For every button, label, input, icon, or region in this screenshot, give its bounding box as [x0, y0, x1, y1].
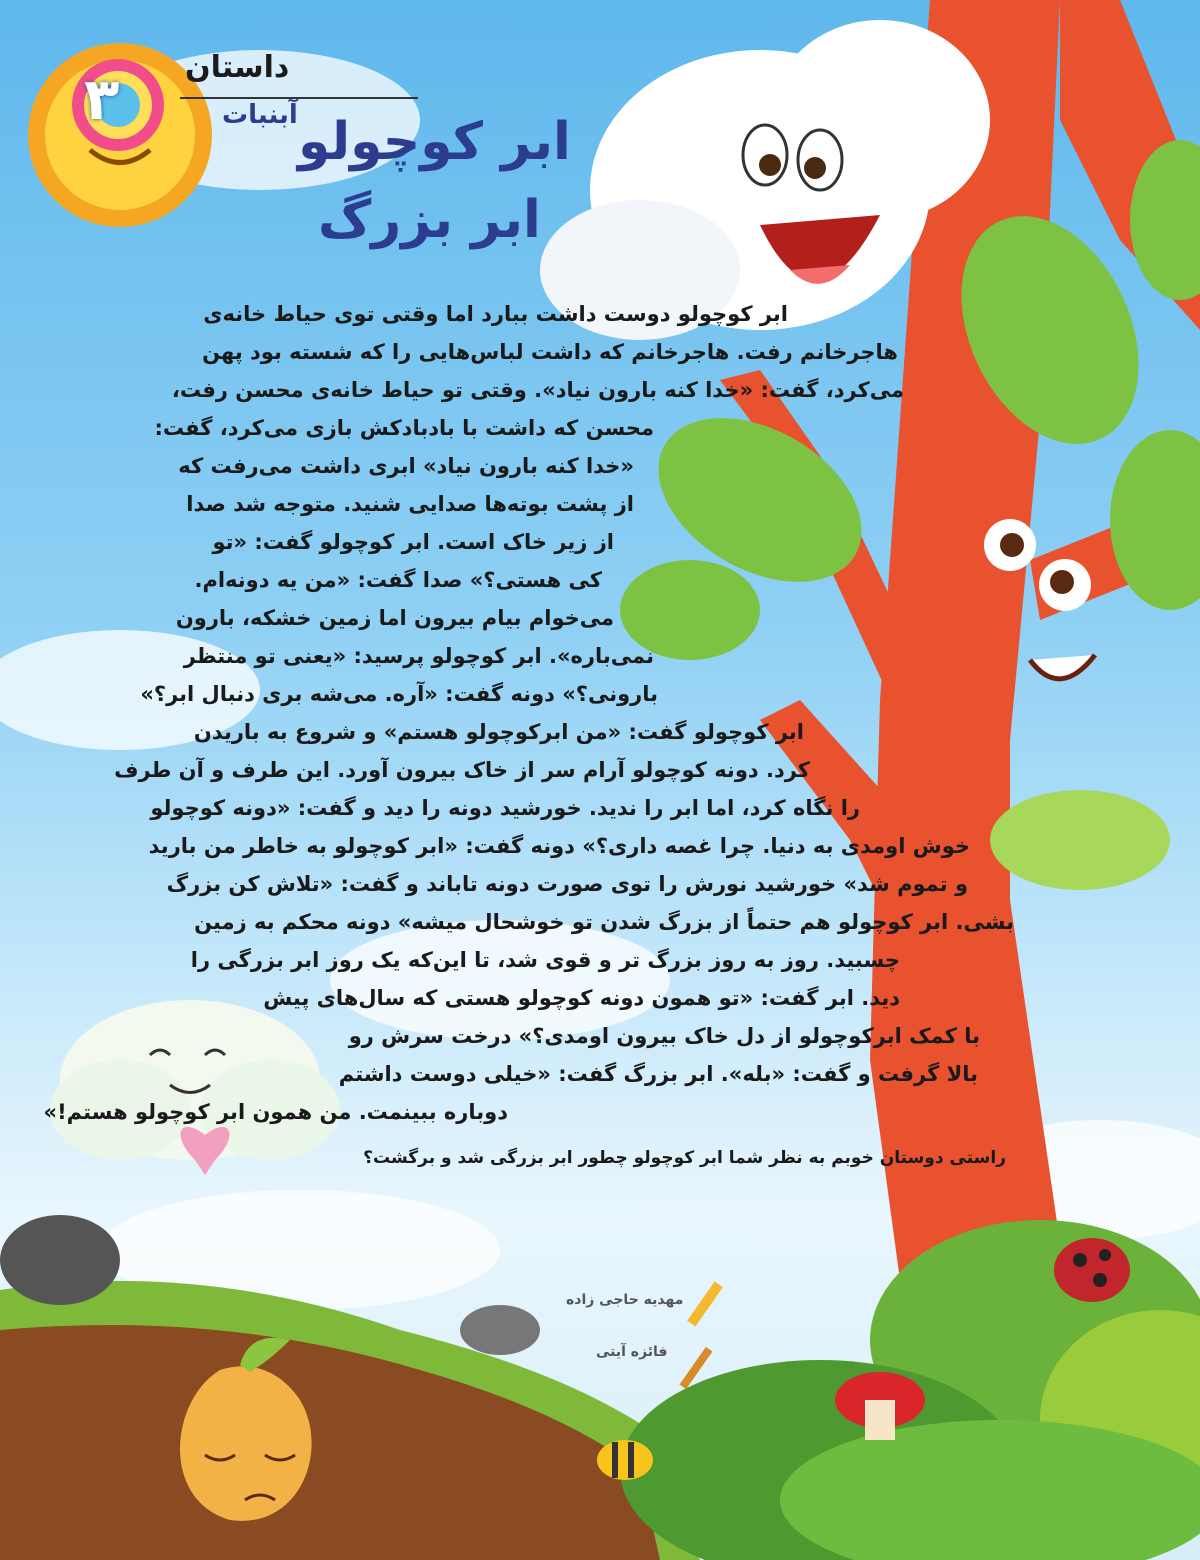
story-line: کرد. دونه کوچولو آرام سر از خاک بیرون آورد. این طرف و آن طرف [114, 758, 810, 782]
story-line: بارونی؟» دونه گفت: «آره. می‌شه بری دنبال ابر؟» [140, 682, 658, 706]
story-line: «خدا کنه بارون نیاد» ابری داشت می‌رفت که [178, 454, 634, 478]
story-line: خوش اومدی به دنیا. چرا غصه داری؟» دونه گفت: «ابر کوچولو به خاطر من بارید [148, 834, 970, 858]
title-line-1: ابر کوچولو [298, 112, 571, 172]
story-line: با کمک ابرکوچولو از دل خاک بیرون اومدی؟» درخت سرش رو [348, 1024, 980, 1048]
story-line: از پشت بوته‌ها صدایی شنید. متوجه شد صدا [186, 492, 634, 516]
story-line: بالا گرفت و گفت: «بله». ابر بزرگ گفت: «خیلی دوست داشتم [338, 1062, 978, 1086]
story-line: از زیر خاک است. ابر کوچولو گفت: «تو [212, 530, 614, 554]
small-cloud-character [50, 1000, 340, 1175]
story-line: دوباره ببینمت. من همون ابر کوچولو هستم!» [43, 1100, 508, 1124]
story-line: محسن که داشت با بادبادکش بازی می‌کرد، گفت: [154, 416, 654, 440]
header-divider [180, 97, 418, 99]
story-line: ابر کوچولو دوست داشت ببارد اما وقتی توی حیاط خانه‌ی [203, 302, 788, 326]
title-line-2: ابر بزرگ [318, 190, 541, 250]
story-line: هاجرخانم رفت. هاجرخانم که داشت لباس‌هایی را که شسته بود پهن [202, 340, 898, 364]
story-line: نمی‌باره». ابر کوچولو پرسید: «یعنی تو منتظر [183, 644, 654, 668]
pencil-icon [687, 1281, 723, 1326]
story-line: دید. ابر گفت: «تو همون دونه کوچولو هستی که سال‌های پیش [263, 986, 900, 1010]
bee-character [597, 1440, 653, 1480]
story-line: بشی. ابر کوچولو هم حتماً از بزرگ شدن تو خوشحال میشه» دونه محکم به زمین [194, 910, 1014, 934]
story-line: می‌خوام بیام بیرون اما زمین خشکه، بارون [175, 606, 614, 630]
magazine-name: آبنبات [222, 100, 298, 130]
story-line: و تموم شد» خورشید نورش را توی صورت دونه تاباند و گفت: «تلاش کن بزرگ [166, 872, 968, 896]
story-line: چسبید. روز به روز بزرگ تر و قوی شد، تا این‌که یک روز ابر بزرگی را [190, 948, 900, 972]
section-label: داستان [185, 50, 290, 85]
ladybug-character [1054, 1238, 1130, 1302]
author-credit: مهدیه حاجی زاده [566, 1292, 684, 1308]
illustrator-credit: فائزه آیتی [596, 1344, 668, 1360]
issue-number: ۳ [84, 65, 120, 133]
story-line: کی هستی؟» صدا گفت: «من یه دونه‌ام. [194, 568, 602, 592]
story-line: را نگاه کرد، اما ابر را ندید. خورشید دونه را دید و گفت: «دونه کوچولو [150, 796, 860, 820]
closing-question: راستی دوستان خوبم به نظر شما ابر کوچولو چطور ابر بزرگی شد و برگشت؟ [363, 1148, 1006, 1168]
story-line: ابر کوچولو گفت: «من ابرکوچولو هستم» و شروع به باریدن [193, 720, 804, 744]
story-line: می‌کرد، گفت: «خدا کنه بارون نیاد». وقتی تو حیاط خانه‌ی محسن رفت، [171, 378, 904, 402]
